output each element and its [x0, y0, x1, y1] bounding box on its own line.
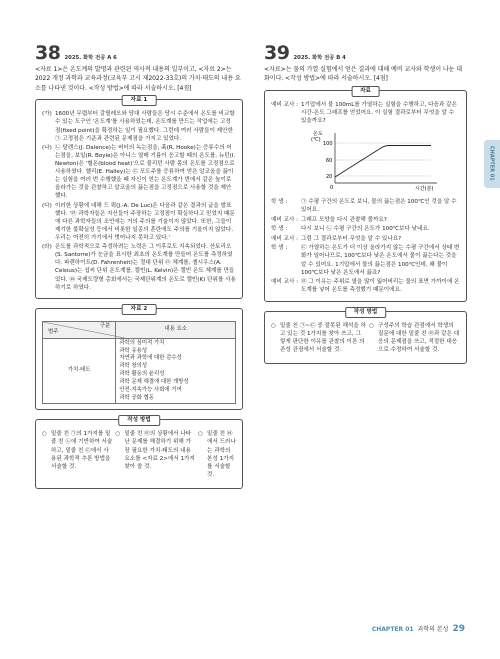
question-number: 38 [35, 42, 61, 64]
speaker: 예비 교사 : [271, 216, 299, 223]
dialog-row [271, 244, 460, 276]
material-box-title: 자료 [351, 86, 380, 97]
paragraph-text: 이러한 상황에 대해 드 뤽(J.-A. De Luc)은 다음과 같은 결과의 글을 발표했다. '㉣ 과학자들은 자신들이 주장하는 고정점이 확실하다고 믿었지 때문에 다른 과학자들의 조언에는 거의 주의를 기울이지 않았다. 또한, 그들이 제기한 불확실성 등에서 비롯한 일종의 혼란에도 주의를 기울이지 않았다. 우리는 여전히 가기에서 벗어나지 못하고 있다.' [55, 202, 235, 241]
utterance: 그래프 모양을 다시 관찰해 볼까요? [301, 216, 387, 223]
question-38 [35, 44, 243, 489]
values-table [42, 321, 236, 405]
conditions-title: 작성 방법 [118, 415, 160, 426]
dialog-row [271, 198, 460, 214]
material-paragraph [42, 110, 236, 142]
dialog-row [271, 216, 460, 224]
question-prompt: <자료 1>은 온도계의 발명과 관련된 역사적 내용의 일부이고, <자료 2>는 2022 개정 과학과 교육과정(교육부 고시 제2022-33호)의 가치·태도의 내용 요소를 나타낸 것이다. <작성 방법>에 따라 서술하시오. [4점] [35, 66, 241, 92]
graph-curve [335, 145, 431, 177]
condition-item [115, 430, 195, 479]
paragraph-tag: (다) [42, 202, 52, 209]
paragraph-text: 온도를 과학적으로 측정하려는 노력은 그 이후로도 지속되었다. 산토리오(S. Santorre)가 눈금을 표시한 최초의 온도계를 만들어 온도를 측정하였다. 파렌하이트(D. Fahrenheit)는 절대 단위 ㉤ 체계를, 셀시우스(A. Celsius)는 섭씨 단위 온도계를, 캘빈(L. Kelvin)은 캘빈 온도 체계를 만들었다. ㉥ 국제도량형 총회에서는 국제단위계의 온도로 캘빈(K) 단위를 사용하기로 하였다. [55, 244, 236, 291]
utterance: 그럼 그 결과로부터 무엇을 알 수 있나요? [301, 235, 402, 242]
page-number: 29 [452, 623, 465, 634]
bullet-icon: ○ [198, 431, 203, 438]
utterance: 다시 보니 ㉡ 수평 구간의 온도가 100℃보다 낮네요. [301, 226, 430, 233]
footer-chapter-name: 과학의 본성 [417, 625, 449, 633]
material-paragraph [42, 144, 236, 201]
bullet-icon: ○ [369, 323, 374, 330]
speaker: 학 생 : [271, 198, 288, 205]
material-box [264, 87, 467, 302]
paragraph-tag: (나) [42, 144, 52, 151]
conditions-title: 작성 방법 [345, 307, 387, 318]
paragraph-text: ㉡ 달렌스(J. Dalence)는 버터의 녹는점을, 훅(R. Hooke)는 증류수의 어는점을, 보일(R. Boyle)은 아니스 열매 기름이 응고할 때의 온도를, 뉴턴(I. Newton)은 '혈온(blood heat)'으로 불리던 사람 몸의 온도를 고정점으로 사용하였다. 핼리(E. Halley)는 ㉢ 포도주를 증류하여 얻은 알코올을 끓이는 실험을 여러 번 수행했을 때 자신이 얻는 온도계가 번에서 같은 높이로 올라가는 것을 관찰하고 알코올의 끓는점을 고정점으로 사용할 것을 제안했다. [55, 144, 236, 200]
conditions-box-38 [35, 419, 243, 489]
ytick-100: 100 [323, 140, 333, 147]
question-number: 39 [264, 42, 290, 64]
utterance: ㉠ 수평 구간의 온도로 보니, 물의 끓는점은 100℃인 것을 알 수 있어요. [301, 198, 457, 213]
material-paragraph [42, 202, 236, 243]
chapter-side-tab: CHAPTER 01 [484, 140, 500, 188]
page-footer [372, 623, 465, 636]
value-item: 자연과 과학에 대한 감수성 [119, 355, 182, 362]
condition-text: 밑줄 친 ㉥에서 드러나는 과학의 본성 1가지를 서술할 것. [207, 431, 236, 478]
utterance: ㉣ 그 이유는 주위로 열을 많이 잃어버리는 물의 표면 가까이에 온도계를 넣어 온도를 측정했기 때문이에요. [301, 279, 460, 294]
table-header: 내용 요소 [116, 321, 236, 338]
material-box-1 [35, 99, 243, 298]
condition-text: 밑줄 친 ㉠~㉢ 중 잘못된 해석을 하고 있는 것 1가지를 찾아 쓰고, 그렇게 판단한 이유를 관찰의 이론 의존성 관점에서 서술할 것. [280, 323, 366, 354]
time-temperature-graph [311, 129, 441, 191]
material-box-title: 자료 2 [122, 304, 157, 315]
dialog-row [271, 278, 460, 294]
condition-item [271, 322, 366, 354]
material-paragraph [42, 243, 236, 292]
paragraph-tag: (가) [42, 111, 52, 118]
value-item: 과학 공화 협동 [119, 394, 154, 401]
bullet-icon: ○ [115, 431, 121, 438]
condition-item [369, 322, 460, 354]
footer-chapter: CHAPTER 01 [371, 625, 414, 633]
speaker: 예비 교사 : [271, 279, 299, 286]
question-39 [264, 44, 467, 364]
ytick-60: 60 [326, 157, 333, 164]
value-item: 과학 창의성 [119, 363, 148, 370]
table-category: 가치·태도 [43, 338, 116, 404]
utterance: ㉢ 가열하는 온도가 더 이상 올라가지 않는 수평 구간에서 상태 변화가 일어나므로, 100℃보다 낮은 온도에서 물이 끓는다는 것을 알 수 있어요. 1기압에서 물의 끓는점은 100℃인데, 왜 물이 100℃보다 낮은 온도에서 끓죠? [301, 245, 460, 276]
condition-item [42, 430, 112, 479]
condition-text: 구성주의 학습 관점에서 학생의 질문에 대한 밑줄 친 ㉣과 같은 대응의 문제점을 쓰고, 적절한 대응으로 수정하여 서술할 것. [378, 323, 460, 354]
question-source: 2025. 화학 전공 B 4 [293, 55, 346, 61]
condition-text: 밑줄 친 ㉠의 1가지를 밑줄 친 ㉡에 기반하여 서술하고, 밑줄 친 ㉢에서 사용된 과학적 추론 방법을 서술할 것. [51, 431, 113, 470]
speaker: 학 생 : [271, 245, 288, 252]
bullet-icon: ○ [271, 323, 276, 330]
graph-origin: 0 [330, 184, 334, 191]
condition-text: 밑줄 친 ㉣의 상황에서 나타난 문제를 해결하기 위해 가장 필요한 가치·태도의 내용 요소를 <자료 2>에서 1가지 찾아 쓸 것. [124, 431, 195, 470]
table-corner: 구분 범주 [43, 321, 116, 338]
graph-xlabel: 시간(분) [415, 185, 434, 191]
table-items [116, 338, 236, 404]
value-item: 과학의 심미적 가치 [119, 339, 165, 346]
value-item: 과학 문제 해결에 대한 개방성 [119, 378, 189, 385]
speaker: 예비 교사 : [271, 235, 299, 242]
question-source: 2025. 화학 전공 A 6 [64, 55, 117, 61]
conditions-box-39 [264, 311, 467, 364]
ytick-20: 20 [326, 173, 333, 180]
dialog-row: 예비 교사 : 1기압에서 물 100mL를 가열하는 실험을 수행하고, 다음과 같은 시간-온도 그래프를 얻었어요. 이 실험 결과로부터 무엇을 알 수 있을까요? [271, 101, 457, 125]
paragraph-text: 1600년 무렵부터 갈릴레오와 당대 사람들은 당시 수준에서 온도를 비교할 수 있는 도구인 '온도계'를 사용하였는데, 온도계를 만드는 작업에는 고정점(fixed point)을 확정하는 일이 필요했다. 그런데 여러 사람들이 제안한 ㉠ 고정점은 기준과 관련된 문제점을 가지고 있었다. [55, 111, 235, 142]
dialog-row [271, 235, 460, 243]
speaker: 학 생 : [271, 226, 288, 233]
value-item: 과학 유용성 [119, 347, 148, 354]
bullet-icon: ○ [42, 431, 47, 438]
condition-item [198, 430, 236, 479]
value-item: 안전·지속가능 사회에 기여 [119, 386, 182, 393]
paragraph-tag: (라) [42, 244, 52, 251]
graph-ylabel-2: (℃) [311, 136, 321, 143]
graph-ylabel-1: 온도 [313, 130, 323, 137]
material-box-2 [35, 305, 243, 411]
value-item: 과학 활동의 윤리성 [119, 371, 165, 378]
dialog-row [271, 225, 460, 233]
question-prompt: <자료>는 물의 가열 실험에서 얻은 결과에 대해 예비 교사와 학생이 나눈 대화이다. <작성 방법>에 따라 서술하시오. [4점] [264, 66, 463, 83]
material-box-title: 자료 1 [122, 95, 157, 106]
